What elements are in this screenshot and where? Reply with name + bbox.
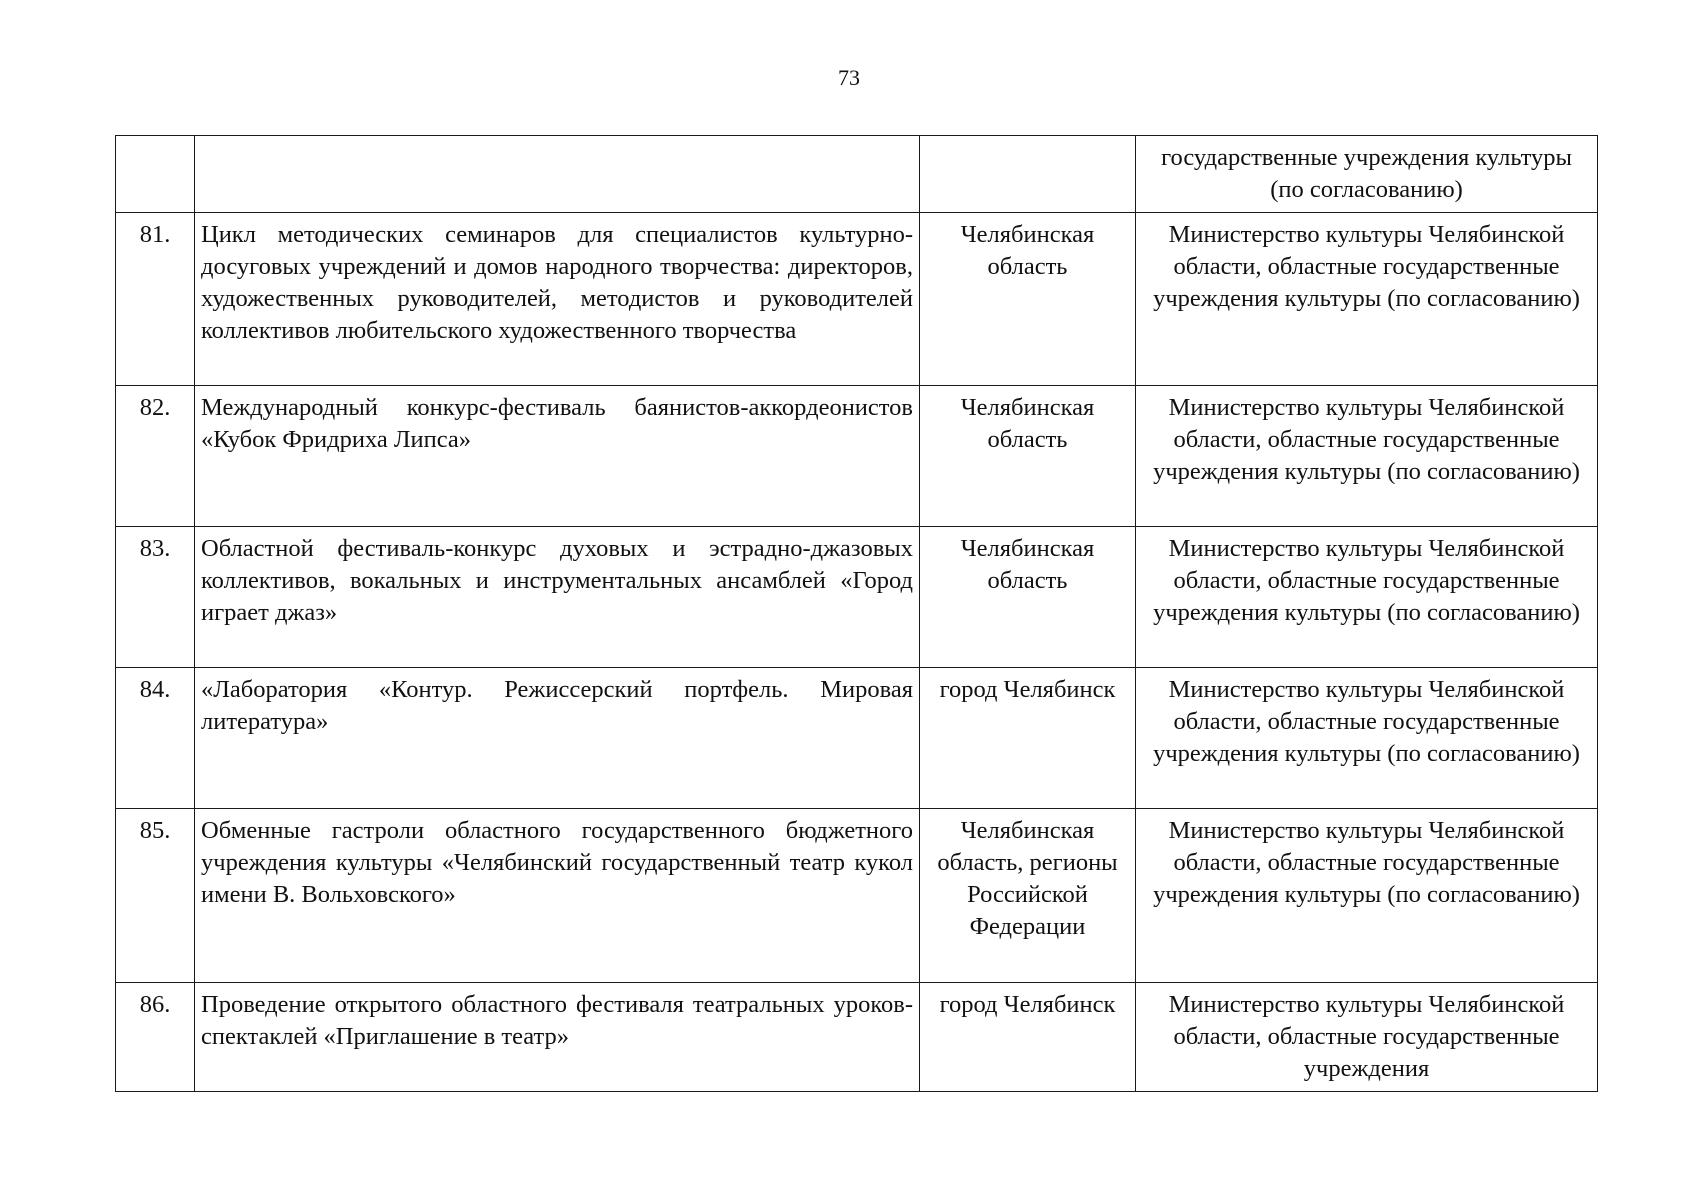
place-cell	[920, 136, 1136, 213]
number-cell: 81.	[116, 213, 195, 386]
place-cell: Челябинская область	[920, 527, 1136, 668]
event-cell: Обменные гастроли областного государственного бюджетного учреждения культуры «Челябинский государственный театр кукол имени В. Вольховского»	[195, 809, 920, 983]
table-row	[116, 668, 1598, 809]
table-row	[116, 983, 1598, 1092]
table-row	[116, 213, 1598, 386]
organizer-cell: Министерство культуры Челябинской области, областные государственные учреждения	[1136, 983, 1598, 1092]
events-table	[115, 135, 1598, 1092]
event-cell: Проведение открытого областного фестиваля театральных уроков-спектаклей «Приглашение в театр»	[195, 983, 920, 1092]
number-cell: 84.	[116, 668, 195, 809]
place-cell: Челябинская область, регионы Российской Федерации	[920, 809, 1136, 983]
event-cell	[195, 136, 920, 213]
place-cell: Челябинская область	[920, 386, 1136, 527]
number-cell: 86.	[116, 983, 195, 1092]
place-cell: город Челябинск	[920, 668, 1136, 809]
place-cell: Челябинская область	[920, 213, 1136, 386]
number-cell	[116, 136, 195, 213]
event-cell: Международный конкурс-фестиваль баянистов-аккордеонистов «Кубок Фридриха Липса»	[195, 386, 920, 527]
organizer-cell: Министерство культуры Челябинской области, областные государственные учреждения культуры (по согласованию)	[1136, 809, 1598, 983]
organizer-cell: Министерство культуры Челябинской области, областные государственные учреждения культуры (по согласованию)	[1136, 527, 1598, 668]
table-row	[116, 386, 1598, 527]
number-cell: 85.	[116, 809, 195, 983]
number-cell: 83.	[116, 527, 195, 668]
event-cell: Областной фестиваль-конкурс духовых и эстрадно-джазовых коллективов, вокальных и инструментальных ансамблей «Город играет джаз»	[195, 527, 920, 668]
table-row-continuation	[116, 136, 1598, 213]
organizer-cell: Министерство культуры Челябинской области, областные государственные учреждения культуры (по согласованию)	[1136, 213, 1598, 386]
organizer-cell: Министерство культуры Челябинской области, областные государственные учреждения культуры (по согласованию)	[1136, 386, 1598, 527]
organizer-cell: Министерство культуры Челябинской области, областные государственные учреждения культуры (по согласованию)	[1136, 668, 1598, 809]
organizer-cell: государственные учреждения культуры (по согласованию)	[1136, 136, 1598, 213]
table-row	[116, 527, 1598, 668]
place-cell: город Челябинск	[920, 983, 1136, 1092]
table-row	[116, 809, 1598, 983]
event-cell: Цикл методических семинаров для специалистов культурно-досуговых учреждений и домов народного творчества: директоров, художественных руководителей, методистов и руководителей коллективов любительского художественного творчества	[195, 213, 920, 386]
event-cell: «Лаборатория «Контур. Режиссерский портфель. Мировая литература»	[195, 668, 920, 809]
page-number: 73	[838, 65, 860, 90]
number-cell: 82.	[116, 386, 195, 527]
